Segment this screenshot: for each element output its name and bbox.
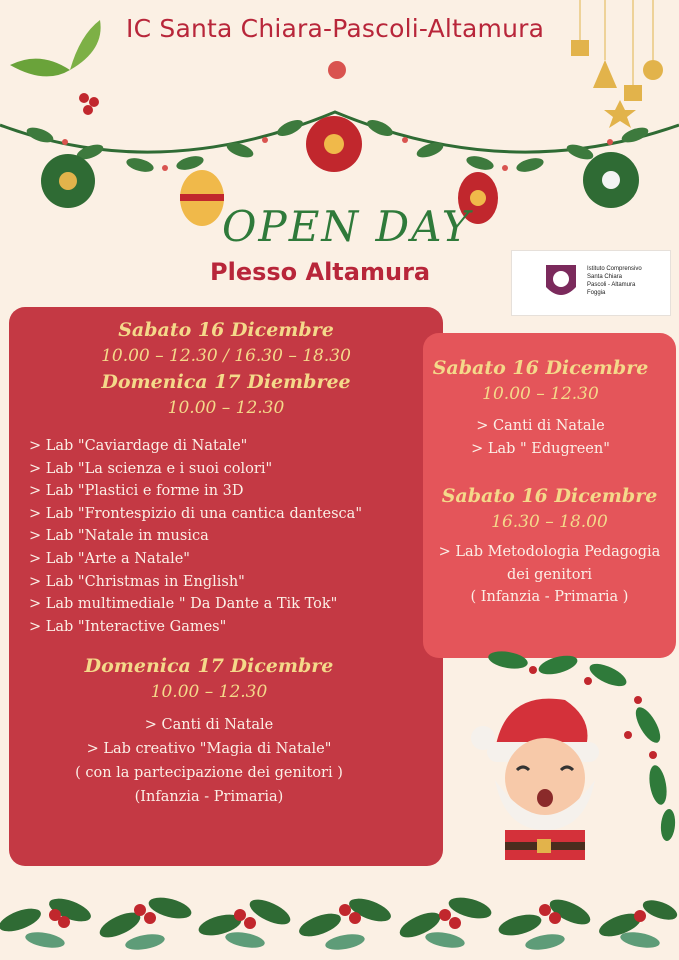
- lab-list: [29, 435, 439, 638]
- list-item: > Canti di Natale: [476, 418, 605, 434]
- main-header-time2: 10.00 – 12.30: [167, 398, 285, 418]
- side-time-1: 10.00 – 12.30: [482, 384, 599, 404]
- logo-line-2: Santa Chiara: [587, 274, 623, 280]
- side-schedule-card: [423, 333, 676, 658]
- location-title: Plesso Altamura: [210, 258, 431, 286]
- list-item: (Infanzia - Primaria): [134, 789, 284, 805]
- list-item: > Lab "Christmas in English": [29, 573, 245, 590]
- list-item: dei genitori: [506, 566, 593, 583]
- sunday-time: 10.00 – 12.30: [150, 682, 268, 702]
- santa-icon: [465, 680, 645, 880]
- side-header-2: Sabato 16 Dicembre: [441, 485, 658, 507]
- list-item: > Lab "La scienza e i suoi colori": [29, 460, 273, 477]
- list-item: > Lab " Edugreen": [471, 440, 610, 457]
- school-title: IC Santa Chiara-Pascoli-Altamura: [126, 14, 545, 43]
- side-time-2: 16.30 – 18.00: [491, 512, 608, 532]
- list-item: > Lab "Frontespizio di una cantica dantesca": [29, 505, 362, 522]
- side-header-1: Sabato 16 Dicembre: [432, 357, 649, 379]
- list-item: > Lab "Arte a Natale": [29, 550, 190, 567]
- logo-line-4: Foggia: [587, 290, 606, 296]
- logo-line-1: Istituto Comprensivo: [587, 266, 642, 272]
- main-schedule-card: [9, 307, 443, 866]
- sunday-header: Domenica 17 Dicembre: [84, 655, 334, 677]
- main-header-day1: Sabato 16 Dicembre: [118, 319, 334, 341]
- holly-border-icon: [0, 870, 679, 960]
- list-item: > Lab creativo "Magia di Natale": [86, 741, 332, 757]
- school-logo: [511, 250, 671, 316]
- list-item: > Canti di Natale: [144, 717, 274, 733]
- main-header-day2: Domenica 17 Diembree: [101, 371, 351, 393]
- logo-line-3: Pascoli - Altamura: [587, 282, 636, 288]
- main-header-time1: 10.00 – 12.30 / 16.30 – 18.30: [101, 346, 351, 366]
- event-title: OPEN DAY: [222, 202, 472, 251]
- list-item: > Lab "Plastici e forme in 3D: [29, 483, 244, 500]
- crest-icon: [542, 261, 580, 305]
- list-item: ( con la partecipazione dei genitori ): [75, 765, 343, 781]
- list-item: > Lab multimediale " Da Dante a Tik Tok": [29, 596, 338, 613]
- list-item: > Lab "Caviardage di Natale": [29, 438, 248, 454]
- list-item: > Lab "Interactive Games": [29, 618, 227, 635]
- list-item: > Lab "Natale in musica: [29, 528, 209, 545]
- list-item: ( Infanzia - Primaria ): [470, 589, 629, 606]
- list-item: > Lab Metodologia Pedagogia: [438, 544, 661, 560]
